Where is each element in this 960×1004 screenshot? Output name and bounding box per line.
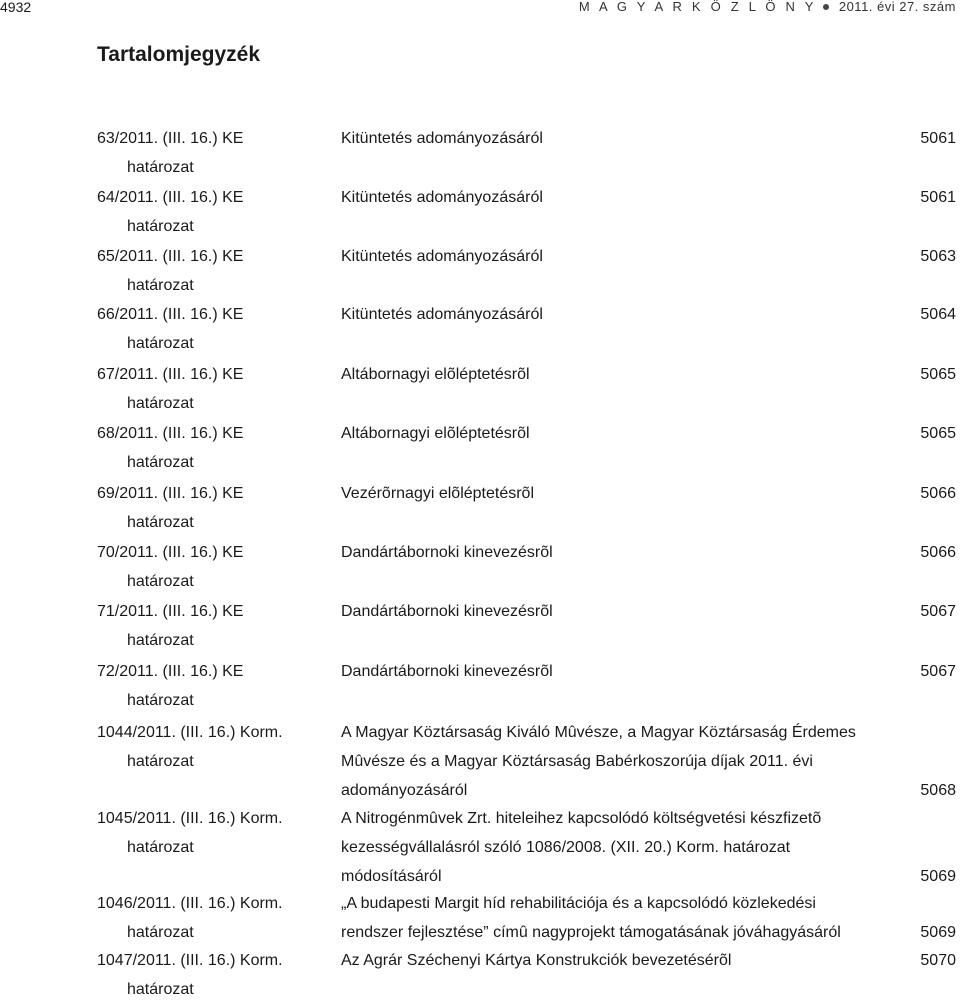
toc-number: 64/2011. (III. 16.) KE [97, 189, 244, 206]
toc-kind: határozat [127, 454, 194, 471]
toc-description [341, 360, 886, 389]
toc-description-line: Kitüntetés adományozásáról [341, 130, 543, 147]
toc-page-number: 5067 [920, 603, 956, 620]
toc-description-line: A Magyar Köztársaság Kiváló Mûvésze, a Magyar Köztársaság Érdemes [341, 724, 856, 741]
toc-description-line: Altábornagyi elõléptetésrõl [341, 425, 530, 442]
toc-description-line: kezességvállalásról szóló 1086/2008. (XII. 20.) Korm. határozat [341, 839, 791, 856]
toc-kind: határozat [127, 395, 194, 412]
toc-number: 71/2011. (III. 16.) KE [97, 603, 244, 620]
toc-description [341, 300, 886, 329]
toc-page-number: 5068 [920, 782, 956, 799]
toc-description-line: Dandártábornoki kinevezésrõl [341, 603, 553, 620]
toc-page-number: 5067 [920, 663, 956, 680]
toc-description [341, 124, 886, 153]
issue-label: 2011. évi 27. szám [838, 0, 956, 14]
toc-page-number: 5069 [920, 924, 956, 941]
toc-description-line: Kitüntetés adományozásáról [341, 306, 543, 323]
toc-reference [97, 124, 317, 182]
page-number: 4932 [0, 0, 32, 15]
toc-description [341, 183, 886, 212]
toc-reference [97, 242, 317, 300]
toc-description [341, 804, 886, 891]
toc-description-line: Mûvésze és a Magyar Köztársaság Babérkoszorúja díjak 2011. évi [341, 753, 813, 770]
toc-reference [97, 479, 317, 537]
toc-reference [97, 804, 317, 862]
toc-number: 65/2011. (III. 16.) KE [97, 248, 244, 265]
toc-description-line: Dandártábornoki kinevezésrõl [341, 663, 553, 680]
toc-description-line: „A budapesti Margit híd rehabilitációja és a kapcsolódó közlekedési [341, 895, 816, 912]
toc-reference [97, 538, 317, 596]
toc-number: 63/2011. (III. 16.) KE [97, 130, 244, 147]
toc-number: 1045/2011. (III. 16.) Korm. [97, 810, 283, 827]
toc-number: 1047/2011. (III. 16.) Korm. [97, 952, 283, 969]
toc-kind: határozat [127, 924, 194, 941]
toc-reference [97, 300, 317, 358]
toc-kind: határozat [127, 692, 194, 709]
toc-page-number: 5066 [920, 485, 956, 502]
toc-reference [97, 889, 317, 947]
toc-number: 66/2011. (III. 16.) KE [97, 306, 244, 323]
toc-kind: határozat [127, 981, 194, 998]
toc-reference [97, 657, 317, 715]
toc-reference [97, 597, 317, 655]
toc-kind: határozat [127, 632, 194, 649]
toc-description [341, 479, 886, 508]
toc-description [341, 597, 886, 626]
toc-kind: határozat [127, 573, 194, 590]
toc-page-number: 5065 [920, 366, 956, 383]
toc-reference [97, 360, 317, 418]
toc-number: 1044/2011. (III. 16.) Korm. [97, 724, 283, 741]
toc-reference [97, 419, 317, 477]
page-title: Tartalomjegyzék [97, 43, 261, 66]
toc-page-number: 5061 [920, 130, 956, 147]
toc-number: 70/2011. (III. 16.) KE [97, 544, 244, 561]
toc-kind: határozat [127, 514, 194, 531]
toc-reference [97, 183, 317, 241]
toc-description-line: Altábornagyi elõléptetésrõl [341, 366, 530, 383]
toc-page-number: 5061 [920, 189, 956, 206]
toc-kind: határozat [127, 277, 194, 294]
toc-reference [97, 718, 317, 776]
toc-description-line: adományozásáról [341, 782, 468, 799]
toc-number: 67/2011. (III. 16.) KE [97, 366, 244, 383]
toc-page-number: 5064 [920, 306, 956, 323]
toc-description [341, 419, 886, 448]
toc-number: 72/2011. (III. 16.) KE [97, 663, 244, 680]
toc-description [341, 946, 886, 975]
toc-page-number: 5070 [920, 952, 956, 969]
toc-description [341, 657, 886, 686]
toc-description [341, 718, 886, 805]
toc-reference [97, 946, 317, 1004]
toc-kind: határozat [127, 159, 194, 176]
toc-description-line: Kitüntetés adományozásáról [341, 189, 543, 206]
toc-description-line: Az Agrár Széchenyi Kártya Konstrukciók bevezetésérõl [341, 952, 732, 969]
toc-description-line: Kitüntetés adományozásáról [341, 248, 543, 265]
toc-kind: határozat [127, 218, 194, 235]
toc-kind: határozat [127, 839, 194, 856]
toc-description [341, 242, 886, 271]
toc-page-number: 5065 [920, 425, 956, 442]
toc-number: 1046/2011. (III. 16.) Korm. [97, 895, 283, 912]
toc-kind: határozat [127, 335, 194, 352]
toc-page-number: 5069 [920, 868, 956, 885]
toc-page-number: 5063 [920, 248, 956, 265]
toc-description-line: A Nitrogénmûvek Zrt. hiteleihez kapcsolódó költségvetési készfizetõ [341, 810, 822, 827]
journal-name: M A G Y A R K Ö Z L Ö N Y [578, 0, 817, 14]
toc-description-line: rendszer fejlesztése” címû nagyprojekt támogatásának jóváhagyásáról [341, 924, 841, 941]
toc-description [341, 889, 886, 947]
toc-description-line: Dandártábornoki kinevezésrõl [341, 544, 553, 561]
toc-description-line: Vezérõrnagyi elõléptetésrõl [341, 485, 535, 502]
toc-kind: határozat [127, 753, 194, 770]
toc-number: 68/2011. (III. 16.) KE [97, 425, 244, 442]
toc-page-number: 5066 [920, 544, 956, 561]
toc-description [341, 538, 886, 567]
toc-description-line: módosításáról [341, 868, 442, 885]
toc-number: 69/2011. (III. 16.) KE [97, 485, 244, 502]
